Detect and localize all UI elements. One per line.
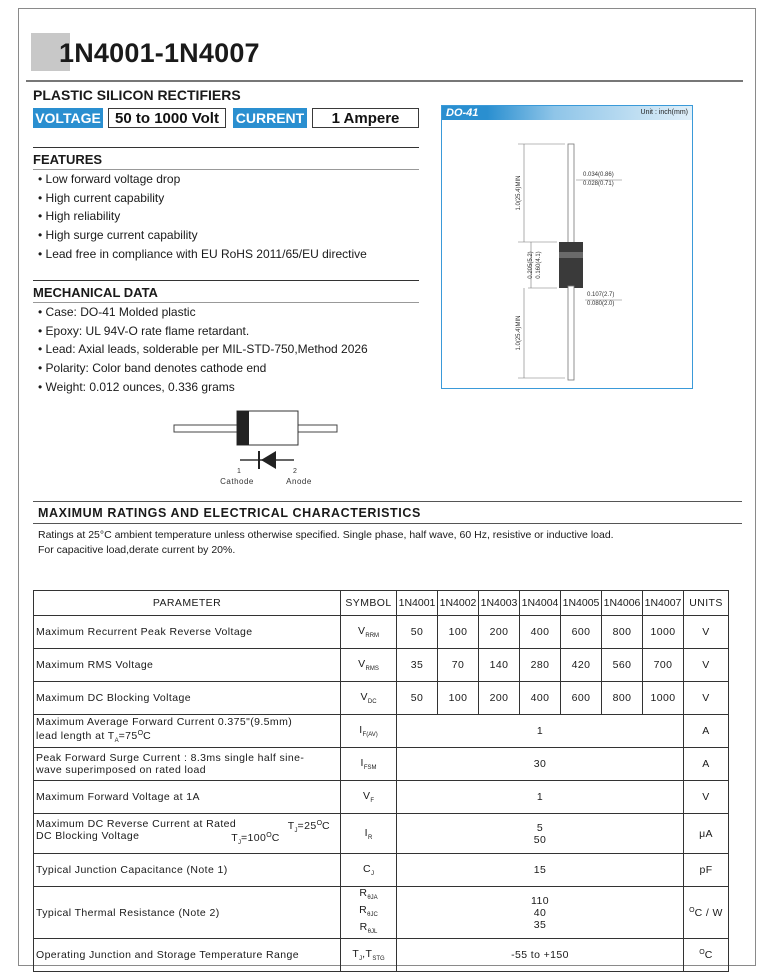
param-text: C — [271, 832, 280, 844]
header-model: 1N4001 — [397, 591, 438, 616]
param-cell: Operating Junction and Storage Temperature Range — [34, 939, 341, 972]
features-heading: FEATURES — [33, 152, 103, 167]
symbol: R — [359, 904, 368, 916]
list-item: • High current capability — [38, 190, 165, 205]
list-item: • High surge current capability — [38, 228, 198, 243]
list-item: • Weight: 0.012 ounces, 0.336 grams — [38, 379, 235, 394]
page-title: 1N4001-1N4007 — [59, 38, 260, 68]
value-cell: 15 — [397, 854, 684, 887]
package-unit: Unit : inch(mm) — [640, 109, 688, 116]
value-cell: 1 — [397, 715, 684, 748]
param-subscript: J — [294, 828, 298, 834]
header-model: 1N4002 — [438, 591, 479, 616]
symbol-subscript: F(AV) — [362, 732, 378, 738]
header-model: 1N4004 — [520, 591, 561, 616]
value-cell: 140 — [479, 649, 520, 682]
symbol-cell — [341, 814, 397, 854]
symbol-subscript: RMS — [365, 666, 379, 672]
value-cell: 35 — [397, 649, 438, 682]
symbol-cell — [341, 854, 397, 887]
unit-cell: A — [684, 715, 729, 748]
degree-mark: O — [689, 906, 695, 914]
degree-mark: O — [137, 729, 144, 737]
symbol: V — [357, 625, 366, 637]
top-lead — [568, 144, 574, 244]
value-line: 40 — [533, 906, 547, 919]
value-cell: 70 — [438, 649, 479, 682]
symbol-line — [343, 921, 394, 938]
value-line: 35 — [533, 918, 547, 931]
symbol: C — [363, 863, 371, 875]
ratings-rule-bottom — [33, 523, 742, 524]
table-row — [34, 781, 729, 814]
value-cell: -55 to +150 — [397, 939, 684, 972]
header-model: 1N4003 — [479, 591, 520, 616]
value-cell: 800 — [602, 682, 643, 715]
voltage-label: VOLTAGE — [33, 108, 103, 128]
diode-symbol-icon — [261, 451, 276, 469]
header-model: 1N4006 — [602, 591, 643, 616]
symbol-line — [343, 904, 394, 921]
degree-mark: O — [699, 949, 705, 956]
param-cell: Typical Thermal Resistance (Note 2) — [34, 887, 341, 939]
list-item: • Epoxy: UL 94V-O rate flame retardant. — [38, 323, 250, 338]
unit-cell: μA — [684, 814, 729, 854]
list-item: • High reliability — [38, 209, 121, 224]
param-cell — [34, 715, 341, 748]
value-cell: 560 — [602, 649, 643, 682]
unit-cell: A — [684, 748, 729, 781]
param-line — [36, 728, 338, 747]
value-line: 110 — [531, 894, 549, 907]
param-line: Maximum Average Forward Current 0.375"(9.5mm) — [36, 715, 293, 728]
value-cell: 30 — [397, 748, 684, 781]
value-cell — [397, 887, 684, 939]
symbol-cell — [341, 748, 397, 781]
diode-illustration — [170, 408, 340, 490]
cathode-band — [237, 411, 249, 445]
value-cell: 50 — [397, 616, 438, 649]
unit-cell: V — [684, 682, 729, 715]
symbol: T — [352, 948, 360, 960]
symbol: ,T — [362, 948, 373, 960]
symbol: V — [360, 691, 368, 703]
current-label: CURRENT — [233, 108, 307, 128]
symbol-subscript: DC — [367, 699, 377, 705]
unit-cell — [684, 939, 729, 972]
pin-1-label: 1 — [237, 468, 241, 475]
symbol: R — [359, 921, 368, 933]
ratings-rule-top — [33, 501, 742, 502]
dim-label: 0.080(2.0) — [587, 301, 615, 307]
symbol-line — [343, 887, 394, 904]
list-item: • Case: DO-41 Molded plastic — [38, 305, 196, 319]
param-text: C — [143, 729, 152, 742]
mechanical-heading: MECHANICAL DATA — [33, 285, 158, 300]
diode-lead-left — [174, 425, 238, 432]
param-text: =25 — [297, 820, 317, 832]
param-cell: Typical Junction Capacitance (Note 1) — [34, 854, 341, 887]
table-row — [34, 748, 729, 781]
list-item: • Low forward voltage drop — [38, 172, 181, 186]
unit-text: C — [704, 949, 713, 961]
param-cell — [34, 748, 341, 781]
features-list — [38, 170, 367, 263]
param-cell: Maximum Forward Voltage at 1A — [34, 781, 341, 814]
value-cell: 1000 — [643, 682, 684, 715]
header-parameter: PARAMETER — [34, 591, 341, 616]
param-line — [36, 818, 338, 834]
anode-label: Anode — [286, 477, 312, 486]
degree-mark: O — [316, 820, 323, 827]
dim-label: 1.0(25.4)MIN — [516, 315, 522, 351]
current-value: 1 Ampere — [312, 108, 419, 128]
symbol-subscript: θJA — [367, 895, 378, 901]
param-line: Peak Forward Surge Current : 8.3ms single half sine- — [36, 752, 305, 764]
value-cell: 600 — [561, 616, 602, 649]
table-row — [34, 854, 729, 887]
value-line: 5 — [536, 821, 544, 834]
table-row — [34, 887, 729, 939]
package-header-bar — [442, 106, 692, 120]
package-body — [559, 242, 583, 288]
package-drawing — [442, 120, 692, 388]
symbol-cell — [341, 939, 397, 972]
symbol-cell — [341, 682, 397, 715]
unit-cell: pF — [684, 854, 729, 887]
dim-label: 1.0(25.4)MIN — [516, 175, 522, 211]
pin-2-label: 2 — [293, 468, 297, 475]
symbol-subscript: R — [367, 834, 373, 841]
dim-label: 0.028(0.71) — [583, 181, 614, 187]
value-cell: 100 — [438, 616, 479, 649]
features-rule-top — [33, 147, 419, 148]
symbol-cell — [341, 616, 397, 649]
symbol-subscript: RRM — [365, 633, 380, 639]
cathode-label: Cathode — [220, 477, 254, 486]
param-cell: Maximum RMS Voltage — [34, 649, 341, 682]
ratings-note-2: For capacitive load,derate current by 20%. — [38, 544, 236, 556]
symbol-cell — [341, 649, 397, 682]
temp-condition — [231, 830, 280, 849]
param-cell: Maximum Recurrent Peak Reverse Voltage — [34, 616, 341, 649]
param-subscript: A — [114, 737, 119, 744]
symbol-cell — [341, 887, 397, 939]
symbol: R — [359, 887, 368, 899]
value-cell: 280 — [520, 649, 561, 682]
symbol-cell — [341, 715, 397, 748]
table-row — [34, 814, 729, 854]
param-text: T — [287, 820, 295, 832]
symbol-cell — [341, 781, 397, 814]
value-cell: 800 — [602, 616, 643, 649]
value-cell: 200 — [479, 616, 520, 649]
degree-mark: O — [266, 832, 272, 839]
package-name: DO-41 — [446, 107, 479, 119]
symbol-subscript: θJL — [367, 929, 378, 935]
value-cell: 700 — [643, 649, 684, 682]
param-text: DC Blocking Voltage — [36, 830, 140, 842]
symbol: I — [359, 724, 363, 736]
title-rule — [26, 80, 743, 82]
param-cell — [34, 814, 341, 854]
param-text: lead length at T — [36, 729, 115, 742]
symbol: V — [362, 790, 371, 802]
header-symbol: SYMBOL — [341, 591, 397, 616]
list-item: • Lead: Axial leads, solderable per MIL-STD-750,Method 2026 — [38, 342, 368, 357]
dim-label: 0.160(4.1) — [536, 251, 542, 279]
package-outline-panel — [441, 105, 693, 389]
unit-cell: V — [684, 616, 729, 649]
temp-condition — [288, 818, 330, 837]
list-item: • Lead free in compliance with EU RoHS 2011/65/EU directive — [38, 246, 367, 261]
ratings-heading: MAXIMUM RATINGS AND ELECTRICAL CHARACTERISTICS — [38, 506, 421, 520]
mechanical-rule-top — [33, 280, 419, 281]
table-row — [34, 649, 729, 682]
table-header-row — [34, 591, 729, 616]
value-cell: 1000 — [643, 616, 684, 649]
param-cell: Maximum DC Blocking Voltage — [34, 682, 341, 715]
unit-cell: V — [684, 781, 729, 814]
symbol-subscript: FSM — [363, 765, 377, 771]
unit-cell: V — [684, 649, 729, 682]
param-text: =75 — [118, 729, 138, 742]
symbol-subscript: θJC — [367, 912, 378, 918]
symbol-subscript: J — [370, 871, 374, 877]
value-cell: 100 — [438, 682, 479, 715]
table-row — [34, 715, 729, 748]
value-line: 50 — [533, 833, 547, 846]
symbol: V — [358, 658, 366, 670]
value-cell: 200 — [479, 682, 520, 715]
table-row — [34, 616, 729, 649]
value-cell: 50 — [397, 682, 438, 715]
dim-label: 0.034(0.86) — [583, 172, 614, 178]
value-cell: 420 — [561, 649, 602, 682]
ratings-table — [33, 590, 729, 972]
param-text: Maximum DC Reverse Current at Rated — [36, 818, 237, 830]
mechanical-list — [38, 303, 368, 396]
param-text: C — [322, 820, 330, 832]
unit-cell — [684, 887, 729, 939]
value-cell: 1 — [397, 781, 684, 814]
header-model: 1N4007 — [643, 591, 684, 616]
bottom-lead — [568, 286, 574, 380]
value-cell: 400 — [520, 616, 561, 649]
symbol-subscript: STG — [372, 956, 385, 962]
cathode-band — [559, 252, 583, 258]
value-cell: 400 — [520, 682, 561, 715]
param-line: wave superimposed on rated load — [36, 764, 206, 776]
symbol: I — [360, 757, 364, 769]
unit-text: C / W — [694, 906, 723, 919]
dim-label: 0.107(2.7) — [587, 292, 615, 298]
param-subscript: J — [238, 840, 242, 846]
page-subtitle: PLASTIC SILICON RECTIFIERS — [33, 87, 241, 103]
param-text: T — [231, 832, 239, 844]
dim-label: 0.205(5.2) — [528, 251, 534, 279]
table-row — [34, 939, 729, 972]
symbol: I — [364, 826, 368, 839]
value-cell — [397, 814, 684, 854]
voltage-value: 50 to 1000 Volt — [108, 108, 226, 128]
diode-lead-right — [297, 425, 337, 432]
ratings-note-1: Ratings at 25°C ambient temperature unless otherwise specified. Single phase, half wave, 60 Hz, resistive or inductive load. — [38, 529, 614, 541]
symbol-subscript: F — [370, 798, 375, 804]
table-row — [34, 682, 729, 715]
param-text: =100 — [241, 832, 267, 844]
list-item: • Polarity: Color band denotes cathode end — [38, 361, 267, 376]
header-model: 1N4005 — [561, 591, 602, 616]
symbol-subscript: J — [359, 956, 363, 962]
value-cell: 600 — [561, 682, 602, 715]
header-units: UNITS — [684, 591, 729, 616]
